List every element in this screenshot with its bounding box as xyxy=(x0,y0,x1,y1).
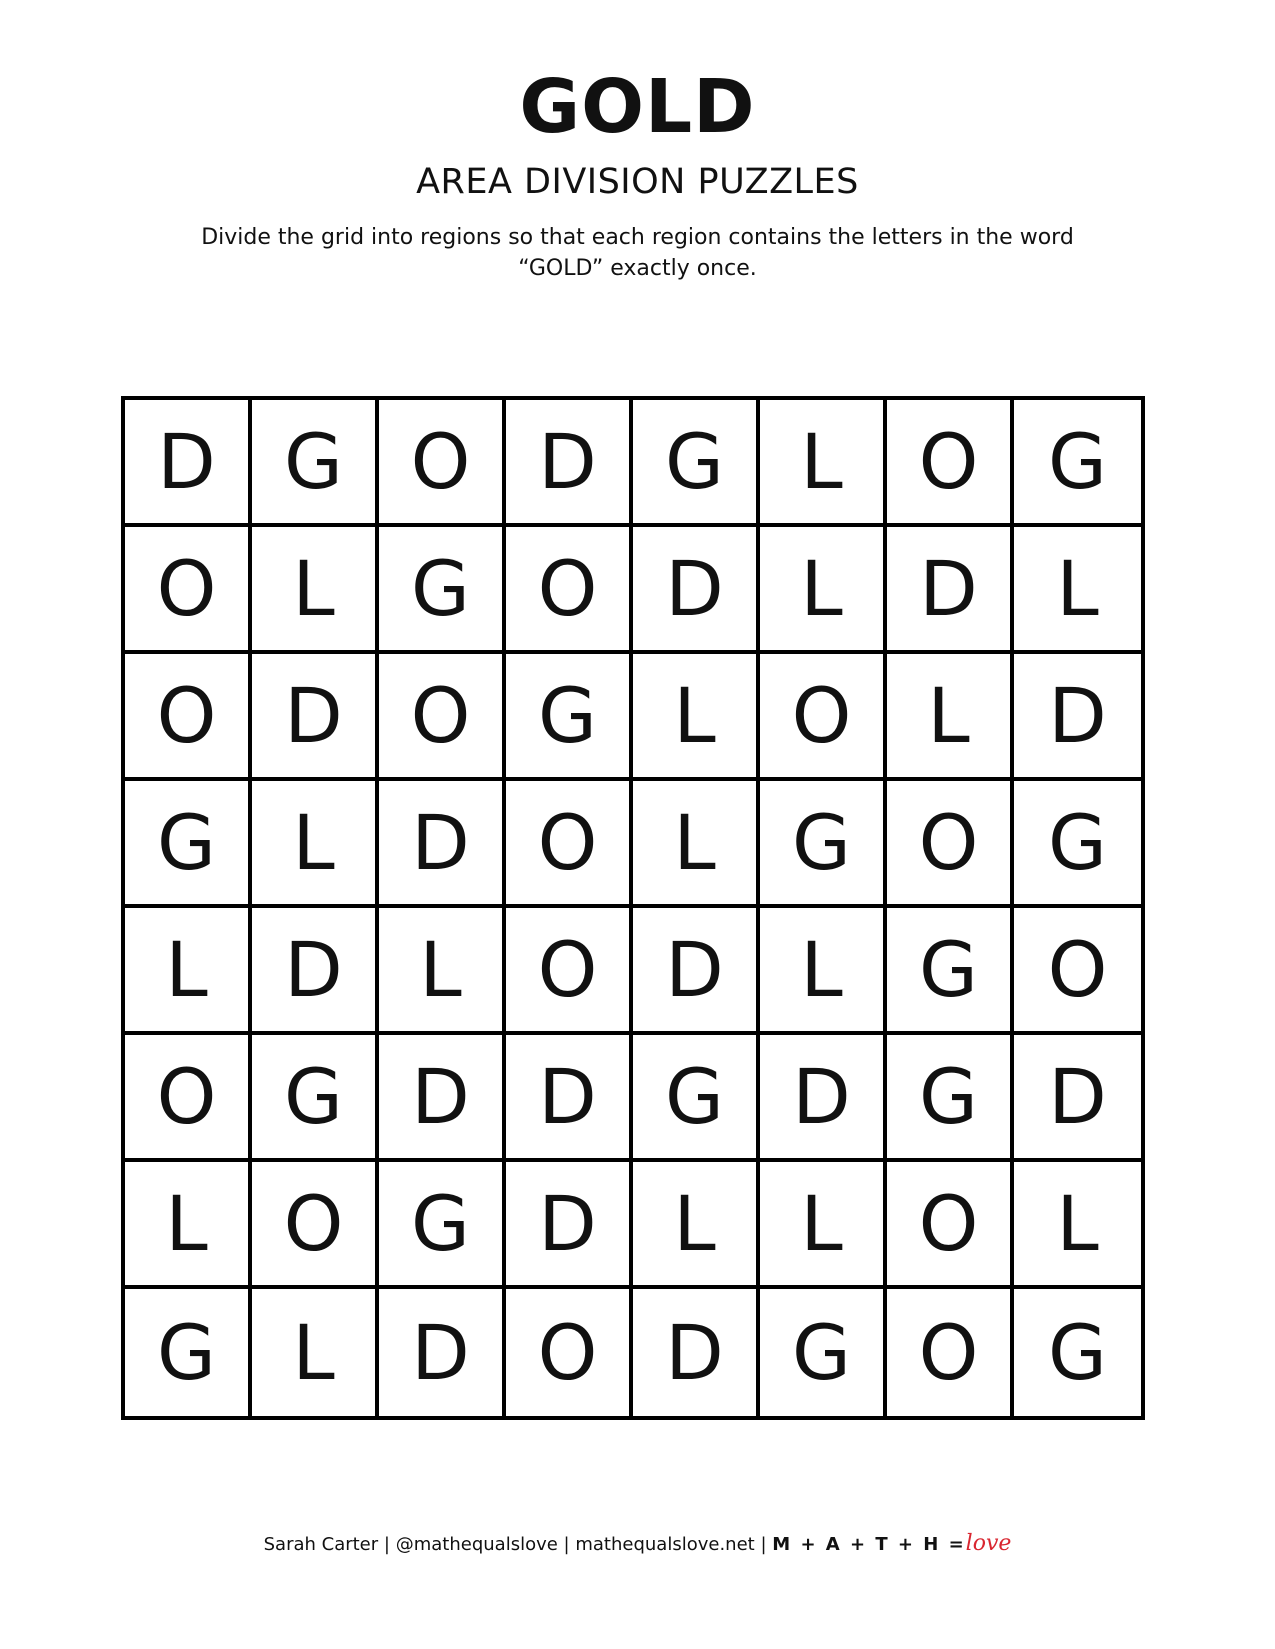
grid-cell: G xyxy=(506,654,633,781)
grid-cell: D xyxy=(379,1289,506,1416)
grid-cell: L xyxy=(760,527,887,654)
grid-cell: L xyxy=(125,908,252,1035)
footer-separator: | xyxy=(760,1534,767,1555)
grid-cell: O xyxy=(125,527,252,654)
grid-cell: L xyxy=(760,908,887,1035)
grid-cell: G xyxy=(252,400,379,527)
grid-cell: D xyxy=(252,654,379,781)
grid-cell: L xyxy=(887,654,1014,781)
grid-cell: L xyxy=(760,400,887,527)
grid-cell: D xyxy=(633,908,760,1035)
grid-cell: G xyxy=(1014,781,1141,908)
footer-website: mathequalslove.net xyxy=(575,1534,755,1555)
grid-cell: G xyxy=(125,1289,252,1416)
grid-cell: D xyxy=(506,1162,633,1289)
grid-cell: G xyxy=(1048,1308,1107,1397)
grid-cell: D xyxy=(1014,1035,1141,1162)
grid-cell: O xyxy=(125,654,252,781)
grid-cell: L xyxy=(252,1289,379,1416)
grid-cell: G xyxy=(1014,400,1141,527)
grid-cell: L xyxy=(633,1162,760,1289)
grid-cell: O xyxy=(506,1289,633,1416)
grid-cell: L xyxy=(633,654,760,781)
footer-separator: | xyxy=(383,1534,390,1555)
grid-cell: G xyxy=(633,400,760,527)
grid-cell: O xyxy=(887,400,1014,527)
grid-cell: G xyxy=(887,1035,1014,1162)
grid-cell: G xyxy=(379,1162,506,1289)
grid-cell: O xyxy=(887,781,1014,908)
page-title: GOLD xyxy=(519,64,756,150)
grid-cell: D xyxy=(379,1035,506,1162)
grid-cell: D xyxy=(887,527,1014,654)
grid-cell: D xyxy=(633,527,760,654)
grid-cell: D xyxy=(760,1035,887,1162)
grid-cell: O xyxy=(379,654,506,781)
page-subtitle: AREA DIVISION PUZZLES xyxy=(416,162,859,202)
grid-cell: O xyxy=(506,781,633,908)
grid-cell: D xyxy=(125,400,252,527)
grid-cell: D xyxy=(379,781,506,908)
grid-cell: D xyxy=(1014,654,1141,781)
grid-cell: G xyxy=(252,1035,379,1162)
grid-cell: D xyxy=(633,1289,760,1416)
puzzle-grid xyxy=(121,396,1145,1420)
grid-cell: L xyxy=(379,908,506,1035)
grid-cell: O xyxy=(506,527,633,654)
footer xyxy=(0,1530,1275,1559)
grid-cell: G xyxy=(760,781,887,908)
grid-cell: O xyxy=(887,1289,1014,1416)
grid-cell: O xyxy=(506,908,633,1035)
footer-author: Sarah Carter xyxy=(263,1534,379,1555)
grid-cell: O xyxy=(887,1162,1014,1289)
grid-cell: O xyxy=(760,654,887,781)
grid-cell: L xyxy=(633,781,760,908)
grid-cell: L xyxy=(252,781,379,908)
grid-cell: L xyxy=(1014,527,1141,654)
footer-handle: @mathequalslove xyxy=(395,1534,558,1555)
footer-separator: | xyxy=(563,1534,570,1555)
grid-cell: O xyxy=(379,400,506,527)
grid-cell: G xyxy=(379,527,506,654)
grid-cell: L xyxy=(125,1162,252,1289)
grid-cell: G xyxy=(887,908,1014,1035)
grid-cell: D xyxy=(506,400,633,527)
grid-cell: D xyxy=(252,908,379,1035)
grid-cell: L xyxy=(252,527,379,654)
grid-cell: L xyxy=(1014,1162,1141,1289)
grid-cell: D xyxy=(506,1035,633,1162)
grid-cell: O xyxy=(1014,908,1141,1035)
grid-cell: O xyxy=(252,1162,379,1289)
grid-cell: O xyxy=(125,1035,252,1162)
instructions: Divide the grid into regions so that each region contains the letters in the word “GOLD” exactly once. xyxy=(201,225,1074,281)
grid-cell: G xyxy=(760,1289,887,1416)
footer-brand-love: love xyxy=(965,1531,1012,1556)
grid-cell: L xyxy=(760,1162,887,1289)
grid-cell: G xyxy=(125,781,252,908)
footer-brand-logo: M + A + T + H = xyxy=(772,1534,966,1555)
grid-cell: G xyxy=(633,1035,760,1162)
